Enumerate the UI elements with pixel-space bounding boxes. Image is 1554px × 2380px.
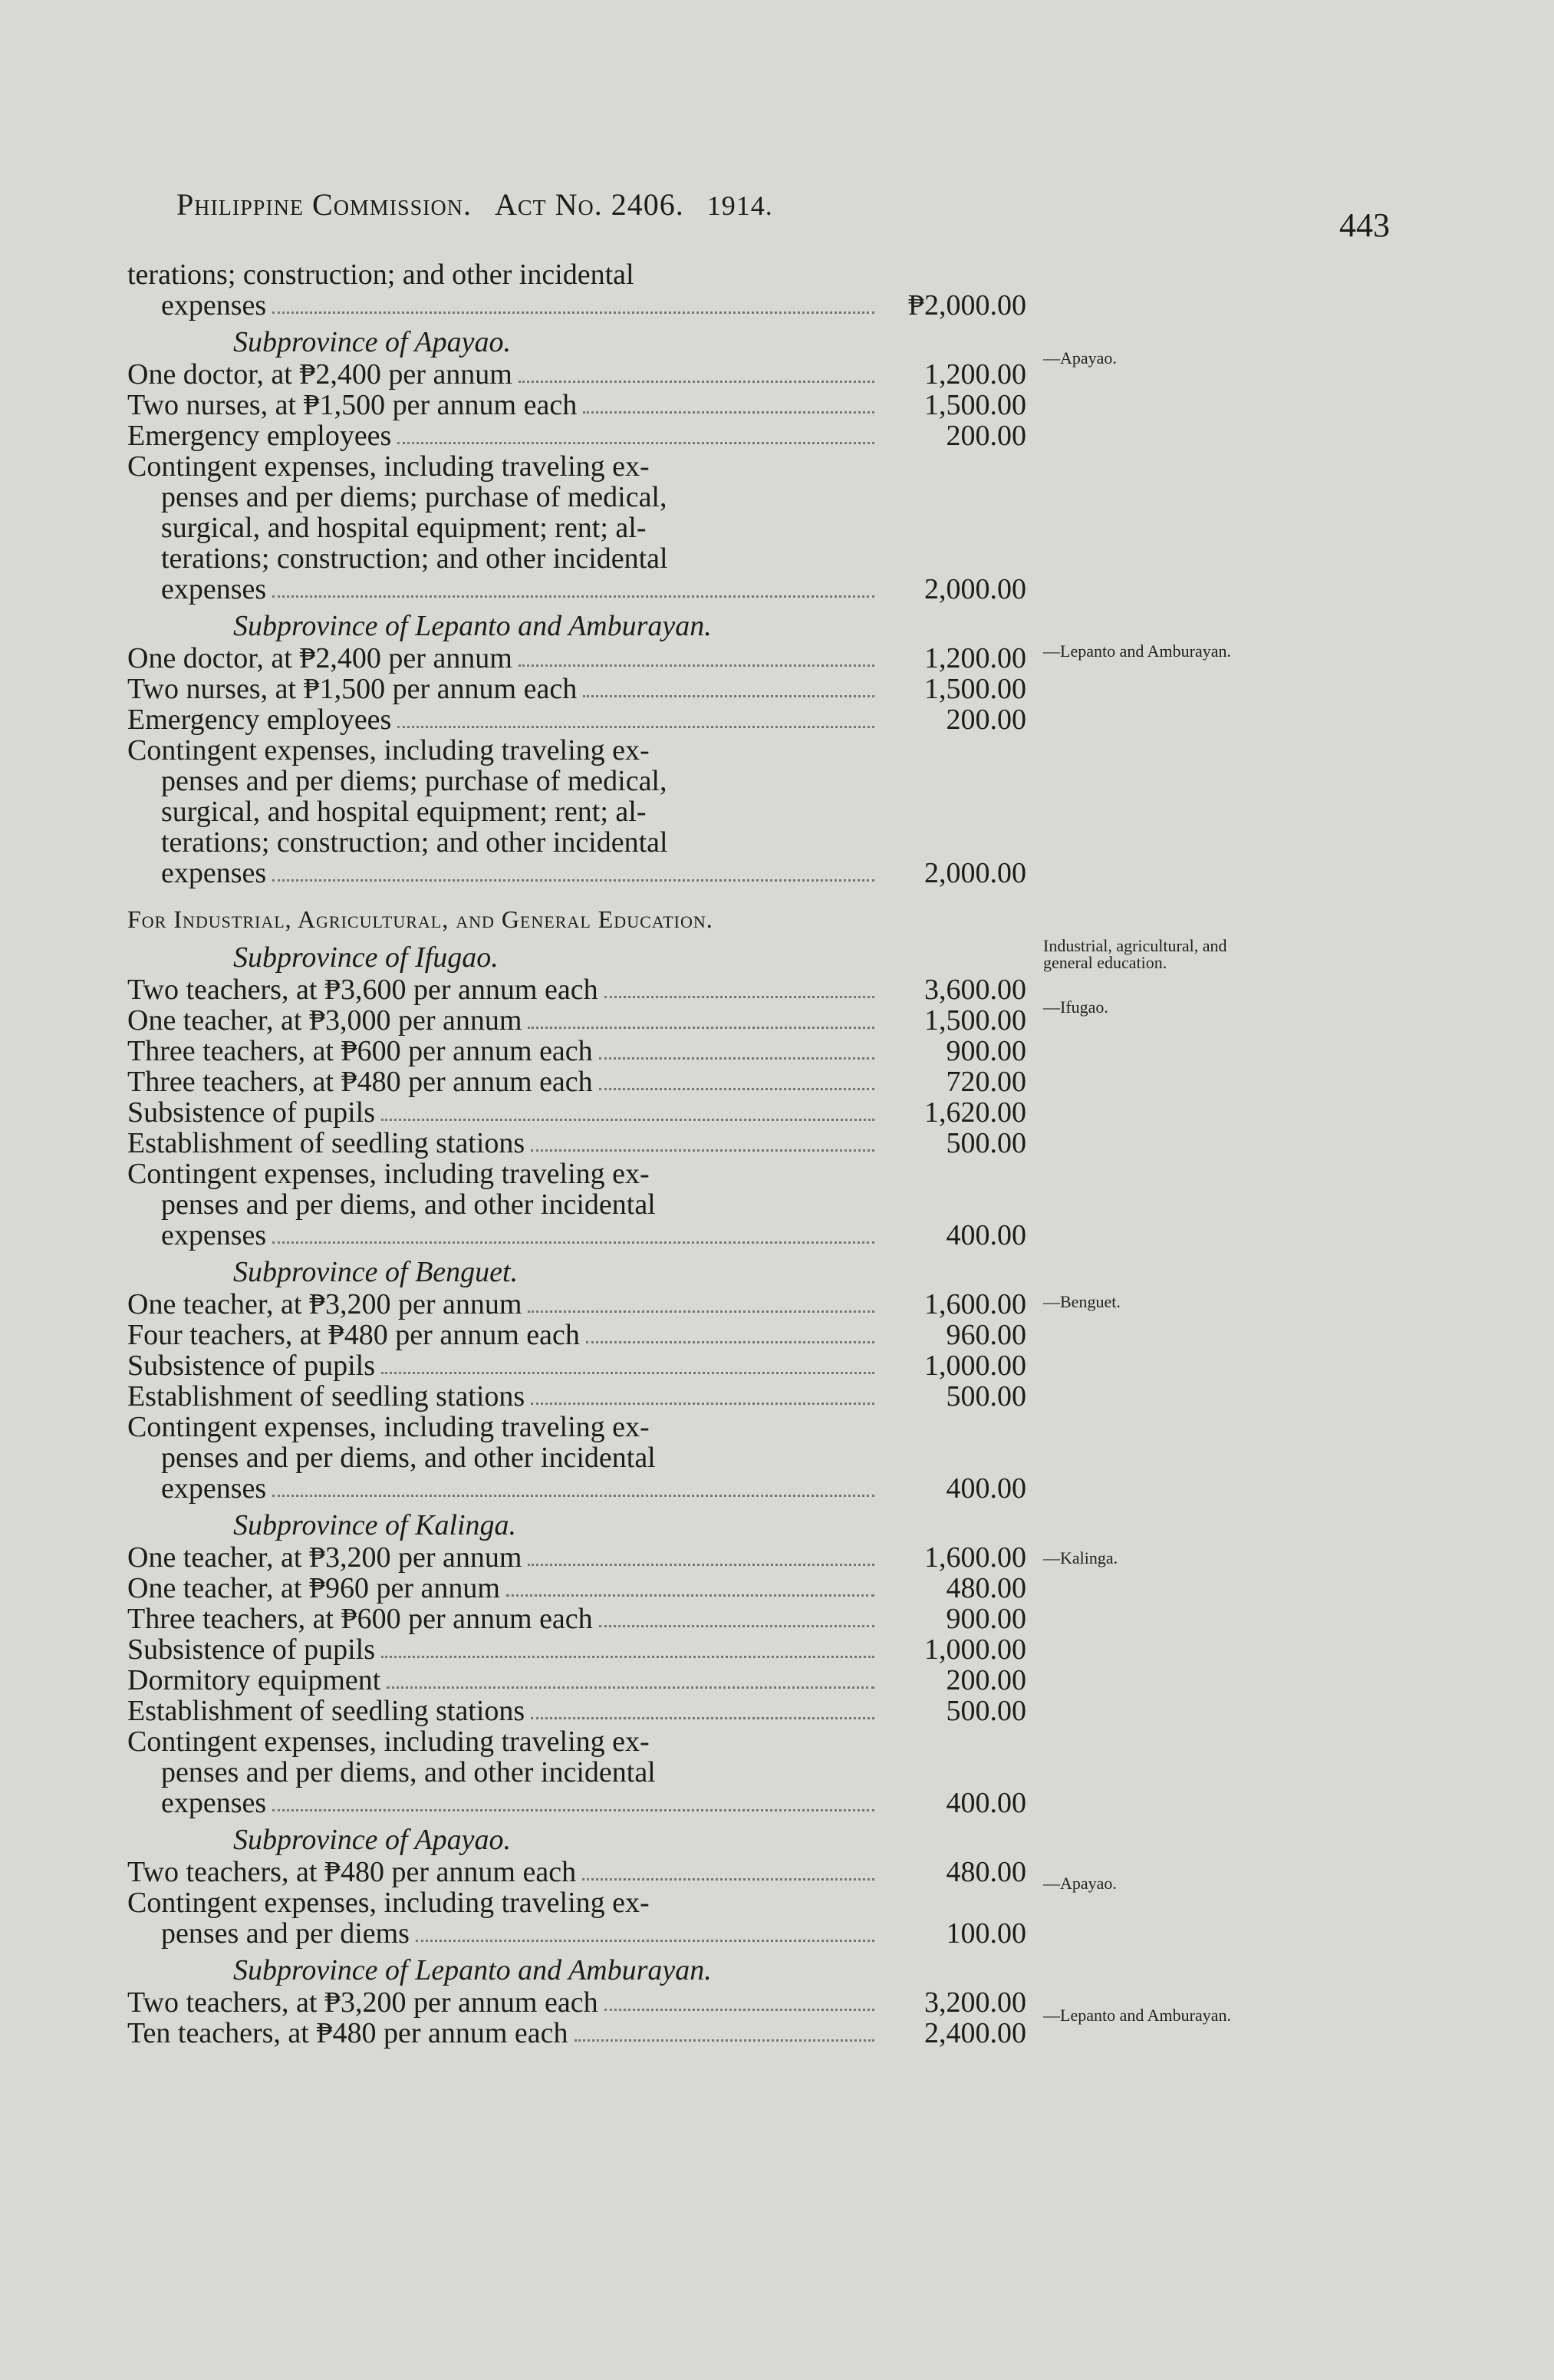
appropriation-line <box>127 1442 1040 1473</box>
appropriation-line <box>127 1918 1040 1949</box>
dot-leader <box>381 1119 874 1121</box>
line-description: Three teachers, at ₱600 per annum each <box>127 1603 593 1635</box>
dot-leader <box>519 381 874 383</box>
line-description: Three teachers, at ₱600 per annum each <box>127 1035 593 1067</box>
appropriation-line <box>127 1473 1040 1504</box>
dot-leader <box>599 1057 874 1060</box>
line-description: surgical, and hospital equipment; rent; al- <box>161 512 647 544</box>
dot-leader <box>506 1594 874 1597</box>
line-description: Subsistence of pupils <box>127 1096 375 1129</box>
line-description: Two teachers, at ₱480 per annum each <box>127 1856 577 1888</box>
dot-leader <box>272 1809 874 1811</box>
appropriation-line <box>127 1128 1040 1159</box>
appropriation-line <box>127 1066 1040 1097</box>
page-number: 443 <box>1339 206 1390 244</box>
line-amount: 1,620.00 <box>924 1096 1026 1129</box>
line-description: Contingent expenses, including traveling ex- <box>127 1158 650 1190</box>
line-description: Emergency employees <box>127 420 392 452</box>
line-description: expenses <box>161 1472 267 1505</box>
line-description: terations; construction; and other incidental <box>127 259 634 291</box>
appropriation-line <box>127 359 1040 390</box>
line-amount: 1,200.00 <box>924 642 1026 674</box>
appropriation-line <box>127 290 1040 321</box>
line-amount: 100.00 <box>946 1917 1026 1950</box>
appropriation-line <box>127 796 1040 827</box>
line-description: penses and per diems, and other incidental <box>161 1188 656 1221</box>
appropriation-line <box>127 513 1040 543</box>
appropriation-line <box>127 1573 1040 1604</box>
line-description: Establishment of seedling stations <box>127 1695 525 1727</box>
line-amount: 200.00 <box>946 1664 1026 1696</box>
appropriation-line <box>127 482 1040 513</box>
appropriation-line <box>127 390 1040 420</box>
line-description: Contingent expenses, including traveling ex- <box>127 1887 650 1919</box>
subprovince-heading: Subprovince of Ifugao. <box>233 941 499 974</box>
dot-leader <box>604 996 874 998</box>
appropriation-line <box>127 1289 1040 1320</box>
line-description: penses and per diems, and other incidental <box>161 1756 656 1788</box>
dot-leader <box>586 1341 874 1343</box>
dot-leader <box>519 664 874 667</box>
line-amount: 1,200.00 <box>924 358 1026 391</box>
dot-leader <box>531 1149 874 1152</box>
line-description: penses and per diems; purchase of medical, <box>161 765 667 797</box>
appropriation-line <box>127 543 1040 574</box>
line-amount: 1,600.00 <box>924 1288 1026 1320</box>
appropriation-line <box>127 827 1040 858</box>
appropriation-line <box>127 766 1040 796</box>
side-note: —Kalinga. <box>1043 1548 1118 1567</box>
dot-leader <box>272 312 874 314</box>
line-amount: 400.00 <box>946 1787 1026 1819</box>
appropriation-line <box>127 1726 1040 1757</box>
side-note: —Apayao. <box>1043 348 1117 368</box>
line-description: Subsistence of pupils <box>127 1633 375 1666</box>
line-description: Contingent expenses, including traveling ex- <box>127 1726 650 1758</box>
side-note: Industrial, agricultural, and general education. <box>1043 936 1227 972</box>
appropriation-line <box>127 1350 1040 1381</box>
appropriation-line <box>127 1757 1040 1788</box>
dot-leader <box>583 411 874 414</box>
line-description: Establishment of seedling stations <box>127 1127 525 1159</box>
dot-leader <box>528 1310 874 1313</box>
line-description: Two teachers, at ₱3,600 per annum each <box>127 974 598 1006</box>
appropriation-line <box>127 1036 1040 1066</box>
line-description: Two nurses, at ₱1,500 per annum each <box>127 673 578 705</box>
line-description: Four teachers, at ₱480 per annum each <box>127 1319 580 1351</box>
line-amount: 2,000.00 <box>924 573 1026 605</box>
subprovince-heading: Subprovince of Apayao. <box>233 326 511 358</box>
appropriation-line <box>127 1097 1040 1128</box>
dot-leader <box>575 2039 875 2042</box>
line-description: Subsistence of pupils <box>127 1350 375 1382</box>
line-amount: 2,400.00 <box>924 2017 1026 2049</box>
dot-leader <box>387 1686 874 1689</box>
line-amount: 480.00 <box>946 1572 1026 1604</box>
line-description: One teacher, at ₱3,200 per annum <box>127 1541 522 1574</box>
line-amount: 500.00 <box>946 1127 1026 1159</box>
appropriation-line <box>127 1696 1040 1726</box>
line-amount: 200.00 <box>946 420 1026 452</box>
line-description: Contingent expenses, including traveling ex- <box>127 450 650 483</box>
appropriation-line <box>127 1788 1040 1818</box>
appropriation-line <box>127 451 1040 482</box>
line-amount: 1,500.00 <box>924 389 1026 421</box>
dot-leader <box>582 1878 874 1881</box>
line-amount: 500.00 <box>946 1695 1026 1727</box>
line-amount: 960.00 <box>946 1319 1026 1351</box>
line-description: Three teachers, at ₱480 per annum each <box>127 1066 593 1098</box>
dot-leader <box>381 1372 874 1374</box>
appropriation-line <box>127 1412 1040 1442</box>
line-amount: 400.00 <box>946 1219 1026 1251</box>
line-description: Contingent expenses, including traveling ex- <box>127 1411 650 1443</box>
appropriation-line <box>127 2018 1040 2049</box>
dot-leader <box>604 2009 874 2011</box>
appropriation-line <box>127 1887 1040 1918</box>
dot-leader <box>272 1241 874 1244</box>
line-amount: ₱2,000.00 <box>907 289 1026 321</box>
appropriation-line <box>127 1159 1040 1189</box>
section-heading: For Industrial, Agricultural, and General Education. <box>127 905 713 933</box>
line-amount: 900.00 <box>946 1603 1026 1635</box>
dot-leader <box>528 1027 874 1029</box>
appropriation-line <box>127 704 1040 735</box>
line-description: One teacher, at ₱3,200 per annum <box>127 1288 522 1320</box>
line-description: penses and per diems, and other incidental <box>161 1442 656 1474</box>
line-amount: 2,000.00 <box>924 857 1026 889</box>
side-note: —Benguet. <box>1043 1292 1121 1311</box>
line-description: Contingent expenses, including traveling ex- <box>127 734 650 766</box>
line-description: expenses <box>161 1219 267 1251</box>
appropriation-line <box>127 1542 1040 1573</box>
dot-leader <box>416 1940 874 1942</box>
appropriation-line <box>127 1857 1040 1887</box>
subprovince-heading: Subprovince of Benguet. <box>233 1256 519 1288</box>
header-act: Act No. 2406. <box>494 187 684 222</box>
line-description: surgical, and hospital equipment; rent; al- <box>161 796 647 828</box>
line-description: Dormitory equipment <box>127 1664 381 1696</box>
line-amount: 3,200.00 <box>924 1986 1026 2019</box>
line-amount: 1,500.00 <box>924 1004 1026 1037</box>
dot-leader <box>531 1403 874 1405</box>
appropriation-list <box>127 259 1040 2049</box>
dot-leader <box>397 442 874 444</box>
dot-leader <box>272 1495 874 1497</box>
line-amount: 200.00 <box>946 704 1026 736</box>
appropriation-line <box>127 420 1040 451</box>
dot-leader <box>583 695 874 697</box>
dot-leader <box>272 595 874 598</box>
appropriation-line <box>127 1987 1040 2018</box>
line-description: One doctor, at ₱2,400 per annum <box>127 642 512 674</box>
line-amount: 480.00 <box>946 1856 1026 1888</box>
line-description: expenses <box>161 289 267 321</box>
appropriation-line <box>127 1320 1040 1350</box>
subprovince-heading: Subprovince of Lepanto and Amburayan. <box>233 1954 712 1986</box>
line-description: One teacher, at ₱3,000 per annum <box>127 1004 522 1037</box>
appropriation-line <box>127 674 1040 704</box>
appropriation-line <box>127 1005 1040 1036</box>
dot-leader <box>397 726 874 728</box>
line-description: Two teachers, at ₱3,200 per annum each <box>127 1986 598 2019</box>
line-description: penses and per diems; purchase of medical, <box>161 481 667 513</box>
appropriation-line <box>127 1220 1040 1251</box>
line-amount: 720.00 <box>946 1066 1026 1098</box>
appropriation-line <box>127 1634 1040 1665</box>
subprovince-heading: Subprovince of Kalinga. <box>233 1509 517 1541</box>
appropriation-line <box>127 1604 1040 1634</box>
line-amount: 500.00 <box>946 1380 1026 1413</box>
header-year: 1914. <box>706 190 773 221</box>
dot-leader <box>528 1564 874 1566</box>
side-note: —Lepanto and Amburayan. <box>1043 2006 1231 2025</box>
line-amount: 1,600.00 <box>924 1541 1026 1574</box>
line-amount: 1,000.00 <box>924 1633 1026 1666</box>
line-description: One teacher, at ₱960 per annum <box>127 1572 500 1604</box>
appropriation-line <box>127 574 1040 605</box>
appropriation-line <box>127 735 1040 766</box>
appropriation-line <box>127 1189 1040 1220</box>
line-description: penses and per diems <box>161 1917 410 1950</box>
line-description: One doctor, at ₱2,400 per annum <box>127 358 512 391</box>
side-note: —Ifugao. <box>1043 997 1108 1017</box>
header-title: Philippine Commission. <box>176 187 472 222</box>
line-description: expenses <box>161 857 267 889</box>
appropriation-line <box>127 259 1040 290</box>
appropriation-line <box>127 1381 1040 1412</box>
line-description: terations; construction; and other incidental <box>161 542 668 575</box>
line-description: Two nurses, at ₱1,500 per annum each <box>127 389 578 421</box>
dot-leader <box>599 1088 874 1090</box>
line-description: Establishment of seedling stations <box>127 1380 525 1413</box>
line-amount: 400.00 <box>946 1472 1026 1505</box>
line-amount: 1,500.00 <box>924 673 1026 705</box>
side-note: —Lepanto and Amburayan. <box>1043 641 1231 661</box>
line-description: expenses <box>161 573 267 605</box>
line-description: Ten teachers, at ₱480 per annum each <box>127 2017 568 2049</box>
line-description: Emergency employees <box>127 704 392 736</box>
line-amount: 3,600.00 <box>924 974 1026 1006</box>
line-description: expenses <box>161 1787 267 1819</box>
appropriation-line <box>127 1665 1040 1696</box>
running-header <box>176 186 773 223</box>
appropriation-line <box>127 858 1040 888</box>
dot-leader <box>599 1625 874 1627</box>
line-amount: 900.00 <box>946 1035 1026 1067</box>
subprovince-heading: Subprovince of Lepanto and Amburayan. <box>233 610 712 642</box>
line-amount: 1,000.00 <box>924 1350 1026 1382</box>
subprovince-heading: Subprovince of Apayao. <box>233 1824 511 1856</box>
line-description: terations; construction; and other incidental <box>161 826 668 859</box>
dot-leader <box>272 879 874 882</box>
side-note: —Apayao. <box>1043 1874 1117 1893</box>
appropriation-line <box>127 643 1040 674</box>
dot-leader <box>381 1656 874 1658</box>
appropriation-line <box>127 974 1040 1005</box>
dot-leader <box>531 1717 874 1719</box>
